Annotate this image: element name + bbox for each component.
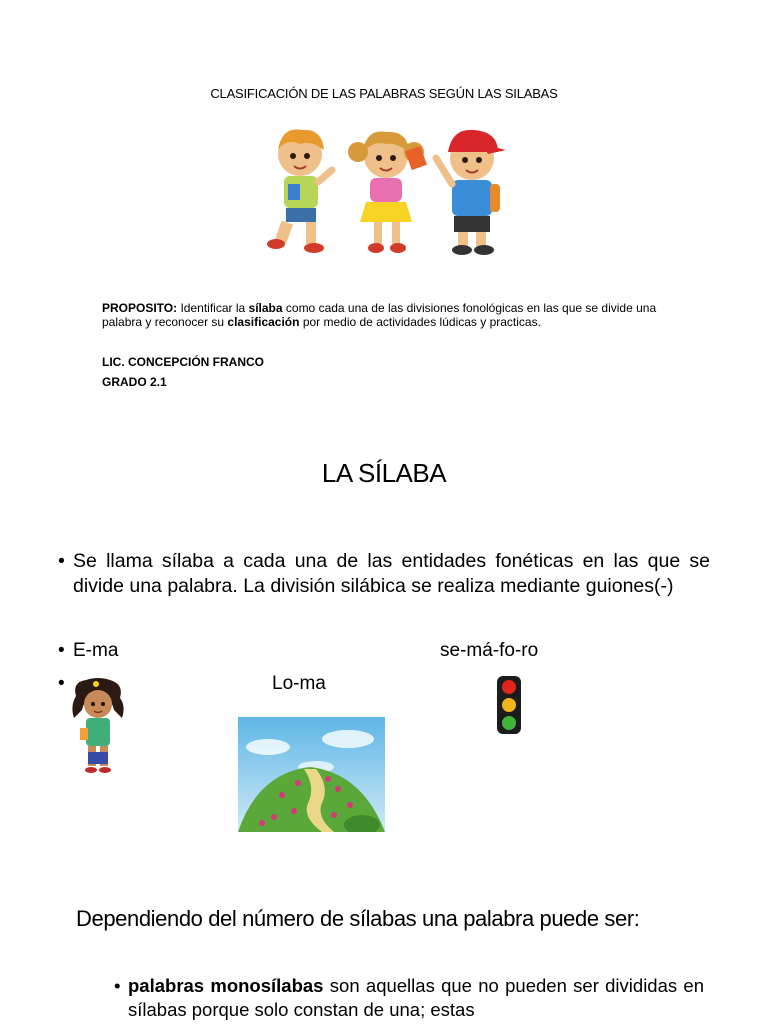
example-ema: E-ma bbox=[73, 640, 119, 661]
syllable-types-heading: Dependiendo del número de sílabas una palabra puede ser: bbox=[76, 906, 640, 931]
definition-bullet: • bbox=[58, 550, 65, 572]
example-semaforo: se-má-fo-ro bbox=[440, 640, 539, 661]
purpose-text-2: como cada una de las divisiones fonológicas en las que se divide una palabra y reconocer su bbox=[102, 301, 657, 329]
monosyllables-item bbox=[114, 974, 704, 1022]
monosyllables-text: son aquellas que no pueden ser divididas en sílabas porque solo constan de una; estas bbox=[128, 975, 704, 1020]
grade-label: GRADO 2.1 bbox=[102, 375, 167, 389]
hill-illustration bbox=[238, 717, 385, 832]
boy-right-figure bbox=[436, 130, 506, 255]
purpose-text-1: Identificar la bbox=[180, 301, 246, 315]
monosyllables-bullet: • bbox=[114, 975, 121, 996]
purpose-label: PROPOSITO: bbox=[102, 301, 178, 315]
purpose-text-3: por medio de actividades lúdicas y practicas. bbox=[302, 315, 541, 329]
boy-left-figure bbox=[267, 129, 332, 253]
example-bullet-2: • bbox=[58, 673, 65, 694]
document-title: CLASIFICACIÓN DE LAS PALABRAS SEGÚN LAS SILABAS bbox=[210, 86, 558, 101]
section-title: LA SÍLABA bbox=[321, 458, 447, 488]
example-bullet-1: • bbox=[58, 640, 65, 661]
example-loma: Lo-ma bbox=[272, 673, 326, 694]
teacher-name: LIC. CONCEPCIÓN FRANCO bbox=[102, 355, 264, 369]
girl-middle-figure bbox=[348, 131, 427, 253]
traffic-light-icon bbox=[468, 672, 550, 738]
purpose-bold-1: sílaba bbox=[248, 301, 283, 315]
definition-item bbox=[58, 549, 710, 599]
monosyllables-term: palabras monosílabas bbox=[128, 975, 324, 996]
kids-illustration bbox=[262, 122, 508, 260]
purpose-bold-2: clasificación bbox=[227, 315, 300, 329]
purpose-paragraph bbox=[102, 301, 682, 329]
definition-text: Se llama sílaba a cada una de las entidades fonéticas en las que se divide una palabra. La división silábica se realiza mediante guiones(-) bbox=[73, 550, 710, 597]
girl-illustration bbox=[66, 676, 130, 774]
